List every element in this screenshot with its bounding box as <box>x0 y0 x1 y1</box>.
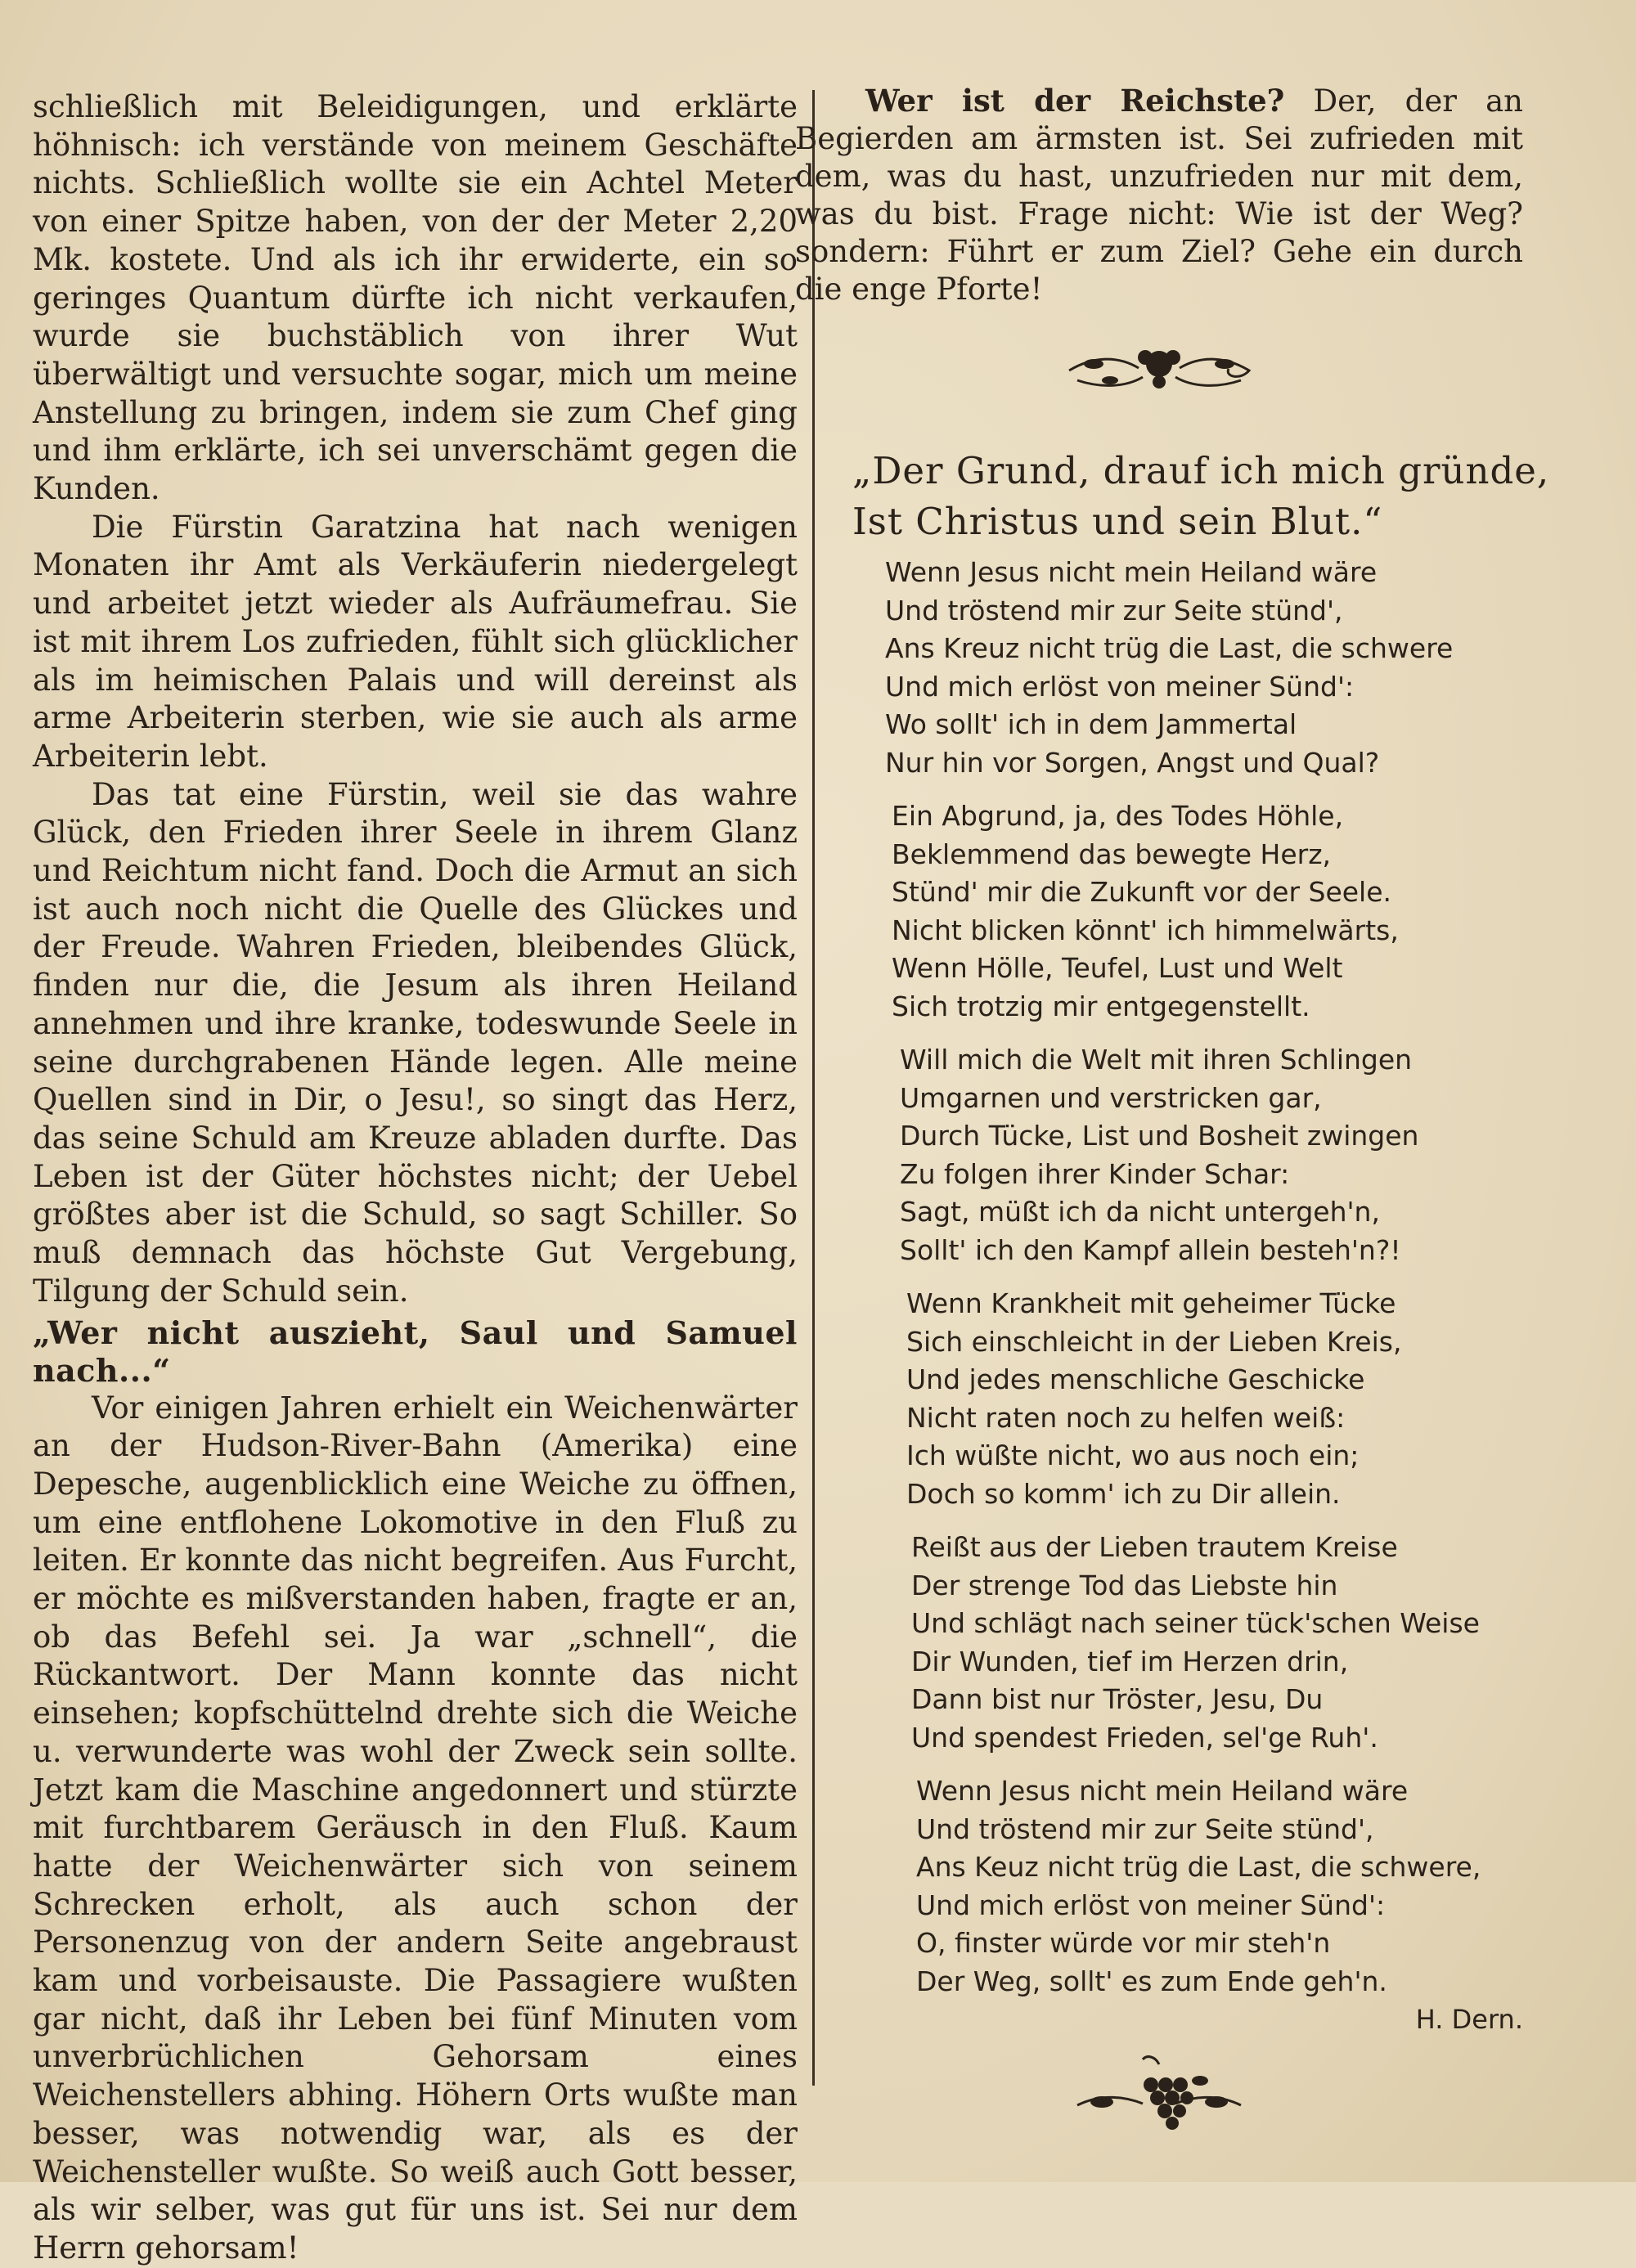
poem-title-line: Ist Christus und sein Blut.“ <box>852 500 1383 543</box>
poem-title-line: „Der Grund, drauf ich mich gründe, <box>852 449 1550 492</box>
poem-line: O, finster würde vor mir steh'n <box>916 1927 1331 1959</box>
poem-line: Ans Kreuz nicht trüg die Last, die schwere <box>885 632 1454 664</box>
poem-line: Nur hin vor Sorgen, Angst und Qual? <box>885 746 1380 779</box>
stanza <box>916 1772 1523 2001</box>
poem-line: Will mich die Welt mit ihren Schlingen <box>900 1044 1413 1076</box>
poem-line: Dann bist nur Tröster, Jesu, Du <box>911 1683 1324 1715</box>
stanza <box>892 797 1523 1026</box>
stanza <box>900 1041 1523 1269</box>
poem-line: Ans Keuz nicht trüg die Last, die schwere, <box>916 1851 1481 1883</box>
poem-title <box>852 446 1550 547</box>
lead-question: Wer ist der Reichste? <box>865 83 1285 119</box>
poem-line: Reißt aus der Lieben trautem Kreise <box>911 1531 1398 1563</box>
stanza <box>885 554 1523 782</box>
floral-ornament-icon <box>1061 323 1257 413</box>
lead-text: Der, der an Begierden am ärmsten ist. Sei zufrieden mit dem, was du hast, unzufrieden nur mit dem, was du bist. Frage nicht: Wie ist der Weg? sondern: Führt er zum Ziel? Gehe ein durch die enge Pforte! <box>795 83 1524 307</box>
poem-line: Und mich erlöst von meiner Sünd': <box>916 1889 1386 1921</box>
poem-line: Nicht raten noch zu helfen weiß: <box>906 1401 1346 1434</box>
poem-line: Der Weg, sollt' es zum Ende geh'n. <box>916 1965 1387 1997</box>
poem-line: Sich einschleicht in der Lieben Kreis, <box>906 1325 1402 1358</box>
poem-line: Wenn Hölle, Teufel, Lust und Welt <box>892 952 1343 984</box>
poem-line: Stünd' mir die Zukunft vor der Seele. <box>892 876 1392 908</box>
section-heading: „Wer nicht auszieht, Saul und Samuel nach...“ <box>33 1314 798 1389</box>
paragraph-1: schließlich mit Beleidigungen, und erklärte höhnisch: ich verstände von meinem Geschäfte nichts. Schließlich wollte sie ein Achtel Meter von einer Spitze haben, von der der Meter 2,20 Mk. kostete. Und als ich ihr erwiderte, ein so geringes Quantum dürfte ich nicht verkaufen, wurde sie buchstäblich von ihrer Wut überwältigt und versuchte sogar, mich um meine Anstellung zu bringen, indem sie zum Chef ging und ihm erklärte, ich sei unverschämt gegen die Kunden. <box>33 89 798 507</box>
poem-line: Ein Abgrund, ja, des Todes Höhle, <box>892 800 1344 832</box>
poem-line: Wenn Krankheit mit geheimer Tücke <box>906 1287 1396 1319</box>
poem-line: Beklemmend das bewegte Herz, <box>892 838 1332 870</box>
paragraph-3: Das tat eine Fürstin, weil sie das wahre Glück, den Frieden ihrer Seele in ihrem Glanz und Reichtum nicht fand. Doch die Armut an sich ist auch noch nicht die Quelle des Glückes und der Freude. Wahren Frieden, bleibendes Glück, finden nur die, die Jesum als ihren Heiland annehmen und ihre kranke, todeswunde Seele in seine durchgrabenen Hände legen. Alle meine Quellen sind in Dir, o Jesu!, so singt das Herz, das seine Schuld am Kreuze abladen durfte. Das Leben ist der Güter höchstes nicht; der Uebel größtes aber ist die Schuld, so sagt Schiller. So muß demnach das höchste Gut Vergebung, Tilgung der Schuld sein. <box>33 776 798 1309</box>
poem-line: Und spendest Frieden, sel'ge Ruh'. <box>911 1721 1378 1754</box>
poem-line: Sich trotzig mir entgegenstellt. <box>892 990 1310 1022</box>
poem-line: Dir Wunden, tief im Herzen drin, <box>911 1645 1349 1677</box>
poem-line: Zu folgen ihrer Kinder Schar: <box>900 1157 1290 1190</box>
author-signature: H. Dern. <box>1415 2004 1523 2035</box>
poem-line: Doch so komm' ich zu Dir allein. <box>906 1477 1341 1510</box>
poem-line: Und mich erlöst von meiner Sünd': <box>885 670 1355 703</box>
poem-line: Wenn Jesus nicht mein Heiland wäre <box>885 556 1378 588</box>
poem-line: Umgarnen und verstricken gar, <box>900 1081 1322 1114</box>
right-column <box>795 82 1550 2138</box>
lead-paragraph <box>795 82 1523 308</box>
poem-line: Und tröstend mir zur Seite stünd', <box>885 594 1343 627</box>
poem-line: Und schlägt nach seiner tück'schen Weise <box>911 1607 1480 1639</box>
poem-line: Wo sollt' ich in dem Jammertal <box>885 708 1297 740</box>
poem-line: Durch Tücke, List und Bosheit zwingen <box>900 1120 1419 1152</box>
grape-vine-ornament-icon <box>1069 2048 1249 2138</box>
section-paragraph: Vor einigen Jahren erhielt ein Weichenwärter an der Hudson-River-Bahn (Amerika) eine Depesche, augenblicklich eine Weiche zu öffnen, um eine entflohene Lokomotive in den Fluß zu leiten. Er konnte das nicht begreifen. Aus Furcht, er möchte es mißverstanden haben, fragte er an, ob das Befehl sei. Ja war „schnell“, die Rückantwort. Der Mann konnte das nicht einsehen; kopfschüttelnd drehte sich die Weiche u. verwunderte was wohl der Zweck sein sollte. Jetzt kam die Maschine angedonnert und stürzte mit furchtbarem Geräusch in den Fluß. Kaum hatte der Weichenwärter sich von seinem Schrecken erholt, als auch schon der Personenzug von der andern Seite angebraust kam und vorbeisauste. Die Passagiere wußten gar nicht, daß ihr Leben bei fünf Minuten vom unverbrüchlichen Gehorsam eines Weichenstellers abhing. Höhern Orts wußte man besser, was notwendig war, als es der Weichensteller wußte. So weiß auch Gott besser, als wir selber, was gut für uns ist. Sei nur dem Herrn gehorsam! <box>33 1390 798 2266</box>
poem-line: Und jedes menschliche Geschicke <box>906 1363 1365 1395</box>
poem <box>795 554 1523 2001</box>
poem-line: Wenn Jesus nicht mein Heiland wäre <box>916 1775 1409 1807</box>
stanza <box>906 1285 1523 1513</box>
poem-line: Sollt' ich den Kampf allein besteh'n?! <box>900 1233 1401 1266</box>
poem-line: Ich wüßte nicht, wo aus noch ein; <box>906 1439 1360 1471</box>
paragraph-2: Die Fürstin Garatzina hat nach wenigen Monaten ihr Amt als Verkäuferin niedergelegt und arbeitet jetzt wieder als Aufräumefrau. Sie ist mit ihrem Los zufrieden, fühlt sich glücklicher als im heimischen Palais und will dereinst als arme Arbeiterin sterben, wie sie auch als arme Arbeiterin lebt. <box>33 509 798 774</box>
poem-line: Der strenge Tod das Liebste hin <box>911 1569 1338 1601</box>
stanza <box>911 1529 1523 1757</box>
poem-line: Sagt, müßt ich da nicht untergeh'n, <box>900 1196 1380 1228</box>
poem-line: Nicht blicken könnt' ich himmelwärts, <box>892 914 1399 946</box>
poem-line: Und tröstend mir zur Seite stünd', <box>916 1812 1374 1845</box>
left-column <box>33 88 798 2268</box>
